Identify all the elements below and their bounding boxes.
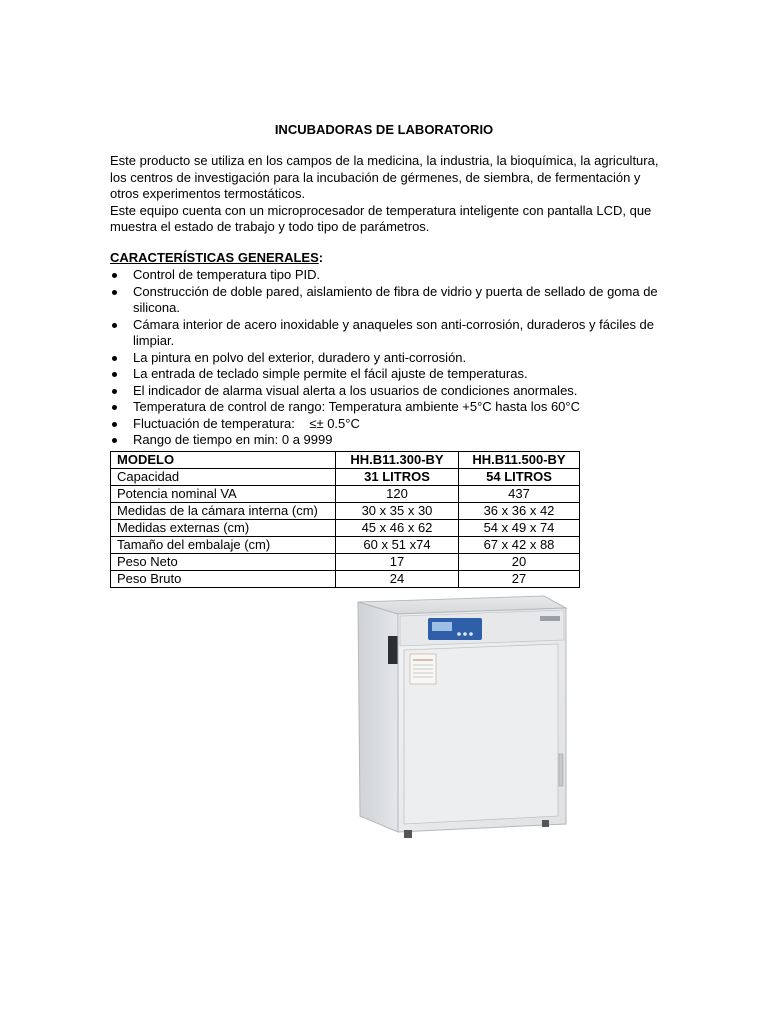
feature-item xyxy=(110,317,670,350)
bullet-dot-icon xyxy=(112,422,117,427)
table-cell: 54 x 49 x 74 xyxy=(459,520,580,537)
table-cell: 54 LITROS xyxy=(459,469,580,486)
table-cell: 45 x 46 x 62 xyxy=(336,520,459,537)
brand-plate xyxy=(540,616,560,621)
feature-item xyxy=(110,383,670,400)
intro-line-1: Este producto se utiliza en los campos de la medicina, la industria, la bioquímica, la agricultura, xyxy=(110,153,659,168)
feature-text: Rango de tiempo en min: 0 a 9999 xyxy=(133,432,333,447)
table-cell: 437 xyxy=(459,486,580,503)
feature-text: Cámara interior de acero inoxidable y anaqueles son anti-corrosión, duraderos y fáciles de limpiar. xyxy=(133,316,655,348)
table-cell: Medidas externas (cm) xyxy=(111,520,336,537)
bullet-dot-icon xyxy=(112,389,117,394)
table-cell: 30 x 35 x 30 xyxy=(336,503,459,520)
feature-item xyxy=(110,284,670,317)
bullet-dot-icon xyxy=(112,356,117,361)
feature-text: El indicador de alarma visual alerta a los usuarios de condiciones anormales. xyxy=(133,382,578,398)
incubator-foot xyxy=(404,830,412,838)
features-heading-text: CARACTERÍSTICAS GENERALES xyxy=(110,250,319,265)
table-row xyxy=(111,486,580,503)
table-cell: 60 x 51 x74 xyxy=(336,537,459,554)
table-row xyxy=(111,554,580,571)
door-handle xyxy=(559,754,563,786)
specifications-table xyxy=(110,451,580,588)
table-header-cell: HH.B11.300-BY xyxy=(336,452,459,469)
bullet-dot-icon xyxy=(112,273,117,278)
intro-paragraph xyxy=(110,153,670,236)
lcd-screen xyxy=(432,622,452,631)
bullet-dot-icon xyxy=(112,438,117,443)
table-row xyxy=(111,503,580,520)
side-vent xyxy=(388,636,398,664)
table-cell: Medidas de la cámara interna (cm) xyxy=(111,503,336,520)
incubator-image xyxy=(344,594,576,844)
feature-text: Control de temperatura tipo PID. xyxy=(133,267,321,282)
table-cell: Capacidad xyxy=(111,469,336,486)
intro-line-5: muestra el estado de trabajo y todo tipo de parámetros. xyxy=(110,219,430,234)
feature-text: Temperatura de control de rango: Temperatura ambiente +5°C hasta los 60°C xyxy=(133,399,580,414)
panel-button-icon xyxy=(457,632,461,636)
table-cell: 27 xyxy=(459,571,580,588)
table-cell: Peso Bruto xyxy=(111,571,336,588)
table-cell: Tamaño del embalaje (cm) xyxy=(111,537,336,554)
table-cell: 31 LITROS xyxy=(336,469,459,486)
feature-text: La entrada de teclado simple permite el fácil ajuste de temperaturas. xyxy=(133,366,528,381)
document-title: INCUBADORAS DE LABORATORIO xyxy=(274,122,494,137)
features-heading xyxy=(110,250,323,265)
table-row xyxy=(111,537,580,554)
feature-text: Construcción de doble pared, aislamiento de fibra de vidrio y puerta de sellado de goma de silicona. xyxy=(133,283,658,315)
table-header-cell: MODELO xyxy=(111,452,336,469)
bullet-dot-icon xyxy=(112,372,117,377)
table-cell: 24 xyxy=(336,571,459,588)
panel-button-icon xyxy=(463,632,467,636)
table-cell: Peso Neto xyxy=(111,554,336,571)
feature-text: La pintura en polvo del exterior, duradero y anti-corrosión. xyxy=(133,349,467,365)
feature-item xyxy=(110,432,670,449)
bullet-dot-icon xyxy=(112,290,117,295)
bullet-dot-icon xyxy=(112,323,117,328)
table-header-row xyxy=(111,452,580,469)
table-cell: 67 x 42 x 88 xyxy=(459,537,580,554)
feature-item xyxy=(110,366,670,383)
table-row xyxy=(111,520,580,537)
table-row xyxy=(111,571,580,588)
feature-item xyxy=(110,267,670,284)
panel-button-icon xyxy=(469,632,473,636)
intro-line-2: los centros de investigación para la incubación de gérmenes, de siembra, de fermentación y xyxy=(110,169,641,185)
table-cell: 120 xyxy=(336,486,459,503)
feature-text: Fluctuación de temperatura: ≤± 0.5°C xyxy=(133,415,360,431)
bullet-dot-icon xyxy=(112,405,117,410)
table-cell: Potencia nominal VA xyxy=(111,486,336,503)
table-cell: 17 xyxy=(336,554,459,571)
intro-line-3: otros experimentos termostáticos. xyxy=(110,186,306,201)
table-header-cell: HH.B11.500-BY xyxy=(459,452,580,469)
features-list xyxy=(110,267,670,449)
feature-item xyxy=(110,350,670,367)
feature-item xyxy=(110,416,670,433)
intro-line-4: Este equipo cuenta con un microprocesador de temperatura inteligente con pantalla LCD, que xyxy=(110,202,652,218)
table-cell: 36 x 36 x 42 xyxy=(459,503,580,520)
features-heading-colon: : xyxy=(318,250,324,265)
table-row xyxy=(111,469,580,486)
feature-item xyxy=(110,399,670,416)
table-cell: 20 xyxy=(459,554,580,571)
incubator-foot xyxy=(542,820,549,827)
